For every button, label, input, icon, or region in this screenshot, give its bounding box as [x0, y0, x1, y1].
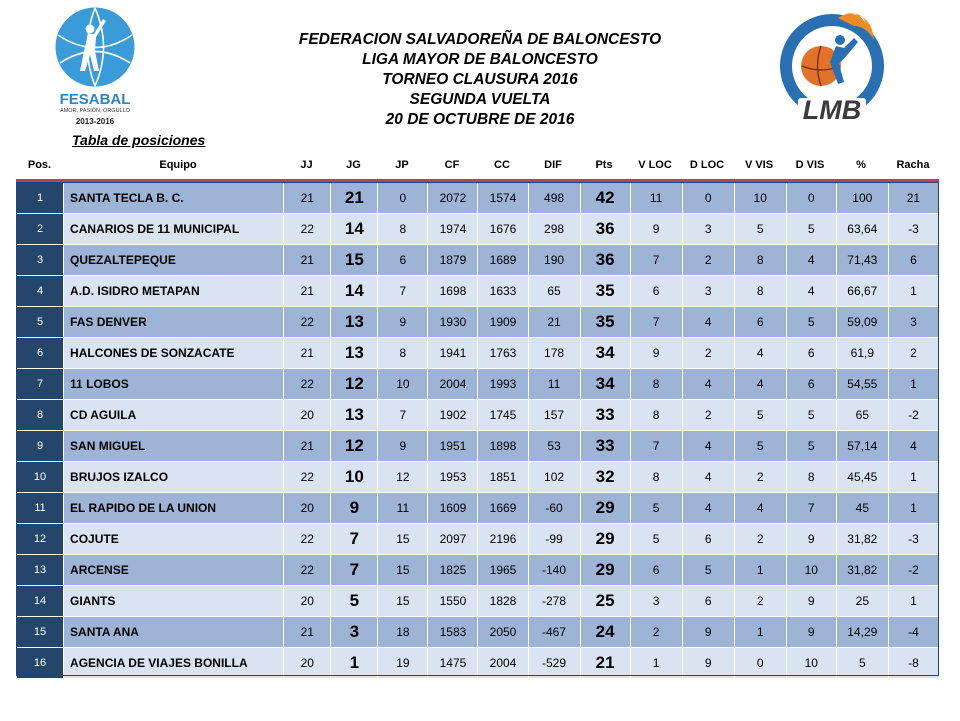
- cell-dvis: 6: [786, 338, 836, 369]
- cell-racha: 1: [888, 493, 938, 524]
- cell-pct: 5: [836, 648, 888, 679]
- cell-cf: 2004: [428, 369, 478, 400]
- table-row: [17, 369, 939, 400]
- cell-dloc: 6: [682, 586, 734, 617]
- cell-vloc: 8: [630, 462, 682, 493]
- cell-jp: 9: [378, 431, 428, 462]
- cell-dif: -140: [528, 555, 580, 586]
- cell-dloc: 6: [682, 524, 734, 555]
- cell-dif: -467: [528, 617, 580, 648]
- cell-racha: -3: [888, 214, 938, 245]
- table-subtitle: Tabla de posiciones: [72, 132, 206, 148]
- cell-jp: 9: [378, 307, 428, 338]
- cell-jj: 20: [284, 648, 331, 679]
- cell-dif: 178: [528, 338, 580, 369]
- cell-pts: 25: [580, 586, 630, 617]
- cell-dloc: 4: [682, 431, 734, 462]
- cell-pct: 61,9: [836, 338, 888, 369]
- table-header-row: [16, 156, 939, 178]
- cell-pos: 16: [17, 648, 64, 679]
- cell-dloc: 2: [682, 245, 734, 276]
- cell-pts: 33: [580, 431, 630, 462]
- cell-pos: 15: [17, 617, 64, 648]
- lmb-name: LMB: [802, 95, 862, 125]
- cell-cc: 2196: [478, 524, 528, 555]
- cell-jp: 6: [378, 245, 428, 276]
- table-row: [17, 431, 939, 462]
- cell-cc: 1745: [478, 400, 528, 431]
- cell-pts: 33: [580, 400, 630, 431]
- cell-pts: 32: [580, 462, 630, 493]
- header-round: SEGUNDA VUELTA: [409, 91, 551, 108]
- cell-jj: 20: [284, 586, 331, 617]
- cell-jp: 12: [378, 462, 428, 493]
- cell-vloc: 5: [630, 524, 682, 555]
- cell-team: COJUTE: [64, 524, 284, 555]
- cell-jg: 14: [331, 276, 378, 307]
- cell-jg: 21: [331, 183, 378, 214]
- col-header-team: Equipo: [159, 159, 197, 171]
- cell-jp: 7: [378, 400, 428, 431]
- cell-cc: 1633: [478, 276, 528, 307]
- cell-vvis: 2: [734, 586, 786, 617]
- cell-jj: 21: [284, 183, 331, 214]
- cell-dvis: 4: [786, 276, 836, 307]
- cell-vvis: 2: [734, 524, 786, 555]
- cell-pct: 66,67: [836, 276, 888, 307]
- cell-jp: 11: [378, 493, 428, 524]
- cell-cc: 1993: [478, 369, 528, 400]
- cell-vvis: 2: [734, 462, 786, 493]
- cell-cf: 1698: [428, 276, 478, 307]
- cell-jp: 19: [378, 648, 428, 679]
- cell-jj: 22: [284, 555, 331, 586]
- header-league: LIGA MAYOR DE BALONCESTO: [362, 51, 598, 68]
- cell-jj: 21: [284, 338, 331, 369]
- cell-pct: 59,09: [836, 307, 888, 338]
- cell-jg: 14: [331, 214, 378, 245]
- cell-dloc: 0: [682, 183, 734, 214]
- table-row: [17, 400, 939, 431]
- cell-cc: 1898: [478, 431, 528, 462]
- cell-pos: 12: [17, 524, 64, 555]
- cell-pos: 9: [17, 431, 64, 462]
- cell-racha: 4: [888, 431, 938, 462]
- header-date: 20 DE OCTUBRE DE 2016: [385, 111, 575, 128]
- cell-dvis: 10: [786, 648, 836, 679]
- cell-dvis: 5: [786, 431, 836, 462]
- cell-pct: 45,45: [836, 462, 888, 493]
- cell-cf: 1951: [428, 431, 478, 462]
- cell-jj: 20: [284, 493, 331, 524]
- cell-pos: 4: [17, 276, 64, 307]
- cell-vloc: 8: [630, 400, 682, 431]
- cell-dloc: 4: [682, 307, 734, 338]
- cell-dvis: 7: [786, 493, 836, 524]
- cell-pts: 42: [580, 183, 630, 214]
- cell-pts: 29: [580, 555, 630, 586]
- cell-jg: 3: [331, 617, 378, 648]
- cell-pct: 63,64: [836, 214, 888, 245]
- cell-pct: 65: [836, 400, 888, 431]
- cell-cc: 1676: [478, 214, 528, 245]
- cell-cf: 2097: [428, 524, 478, 555]
- cell-jp: 8: [378, 338, 428, 369]
- cell-jj: 20: [284, 400, 331, 431]
- cell-pos: 1: [17, 183, 64, 214]
- table-row: [17, 183, 939, 214]
- cell-pts: 35: [580, 276, 630, 307]
- cell-cc: 1669: [478, 493, 528, 524]
- table-row: [17, 586, 939, 617]
- cell-team: SANTA ANA: [64, 617, 284, 648]
- cell-pts: 34: [580, 369, 630, 400]
- cell-pct: 14,29: [836, 617, 888, 648]
- col-header-dif: DIF: [544, 159, 562, 171]
- cell-jj: 22: [284, 369, 331, 400]
- cell-cc: 1909: [478, 307, 528, 338]
- cell-team: EL RAPIDO DE LA UNION: [64, 493, 284, 524]
- cell-racha: 21: [888, 183, 938, 214]
- cell-cc: 1851: [478, 462, 528, 493]
- header-federation: FEDERACION SALVADOREÑA DE BALONCESTO: [298, 31, 662, 48]
- cell-pts: 29: [580, 493, 630, 524]
- cell-cc: 2050: [478, 617, 528, 648]
- cell-vloc: 6: [630, 276, 682, 307]
- cell-vloc: 6: [630, 555, 682, 586]
- table-row: [17, 617, 939, 648]
- cell-dif: 53: [528, 431, 580, 462]
- header-tournament: TORNEO CLAUSURA 2016: [382, 71, 578, 88]
- col-header-vvis: V VIS: [744, 159, 774, 171]
- table-row: [17, 555, 939, 586]
- cell-dif: 65: [528, 276, 580, 307]
- cell-racha: 1: [888, 462, 938, 493]
- cell-dif: 11: [528, 369, 580, 400]
- cell-jp: 10: [378, 369, 428, 400]
- cell-dloc: 3: [682, 214, 734, 245]
- cell-dif: 498: [528, 183, 580, 214]
- cell-dloc: 3: [682, 276, 734, 307]
- cell-dif: -278: [528, 586, 580, 617]
- cell-dvis: 9: [786, 586, 836, 617]
- cell-team: SANTA TECLA B. C.: [64, 183, 284, 214]
- cell-dvis: 0: [786, 183, 836, 214]
- cell-team: GIANTS: [64, 586, 284, 617]
- cell-dvis: 9: [786, 524, 836, 555]
- cell-dif: 102: [528, 462, 580, 493]
- cell-team: A.D. ISIDRO METAPAN: [64, 276, 284, 307]
- col-header-jg: JG: [346, 159, 361, 171]
- cell-vloc: 11: [630, 183, 682, 214]
- cell-pos: 11: [17, 493, 64, 524]
- cell-pos: 8: [17, 400, 64, 431]
- table-row: [17, 493, 939, 524]
- cell-cc: 1828: [478, 586, 528, 617]
- cell-dif: 21: [528, 307, 580, 338]
- col-header-pct: %: [856, 159, 866, 171]
- cell-jp: 15: [378, 586, 428, 617]
- cell-jj: 21: [284, 431, 331, 462]
- cell-dvis: 5: [786, 400, 836, 431]
- cell-cf: 1825: [428, 555, 478, 586]
- col-header-cc: CC: [494, 159, 510, 171]
- cell-jg: 13: [331, 307, 378, 338]
- cell-jg: 7: [331, 555, 378, 586]
- cell-cf: 1475: [428, 648, 478, 679]
- cell-dif: -60: [528, 493, 580, 524]
- cell-jg: 12: [331, 369, 378, 400]
- cell-racha: 2: [888, 338, 938, 369]
- cell-pct: 45: [836, 493, 888, 524]
- fesabal-years: 2013-2016: [75, 117, 115, 126]
- cell-dloc: 9: [682, 648, 734, 679]
- cell-pct: 31,82: [836, 555, 888, 586]
- cell-dloc: 4: [682, 462, 734, 493]
- cell-racha: -3: [888, 524, 938, 555]
- cell-pct: 31,82: [836, 524, 888, 555]
- cell-vloc: 7: [630, 431, 682, 462]
- table-row: [17, 338, 939, 369]
- cell-pts: 34: [580, 338, 630, 369]
- cell-cc: 1574: [478, 183, 528, 214]
- cell-jj: 22: [284, 307, 331, 338]
- cell-racha: 1: [888, 276, 938, 307]
- cell-jj: 21: [284, 245, 331, 276]
- lmb-logo: [776, 6, 888, 130]
- cell-cc: 2004: [478, 648, 528, 679]
- cell-team: FAS DENVER: [64, 307, 284, 338]
- col-header-dvis: D VIS: [795, 159, 825, 171]
- cell-jg: 10: [331, 462, 378, 493]
- cell-cf: 1953: [428, 462, 478, 493]
- cell-team: 11 LOBOS: [64, 369, 284, 400]
- col-header-cf: CF: [444, 159, 460, 171]
- cell-vloc: 9: [630, 214, 682, 245]
- cell-dloc: 9: [682, 617, 734, 648]
- cell-cf: 1609: [428, 493, 478, 524]
- cell-pct: 71,43: [836, 245, 888, 276]
- standings-table: [16, 182, 939, 679]
- cell-jj: 22: [284, 214, 331, 245]
- cell-cf: 1550: [428, 586, 478, 617]
- cell-dif: -99: [528, 524, 580, 555]
- cell-jj: 22: [284, 524, 331, 555]
- cell-vvis: 5: [734, 400, 786, 431]
- cell-team: AGENCIA DE VIAJES BONILLA: [64, 648, 284, 679]
- cell-dvis: 5: [786, 214, 836, 245]
- cell-pts: 29: [580, 524, 630, 555]
- col-header-jp: JP: [395, 159, 409, 171]
- cell-vloc: 3: [630, 586, 682, 617]
- cell-cc: 1689: [478, 245, 528, 276]
- cell-jj: 21: [284, 276, 331, 307]
- cell-cf: 1902: [428, 400, 478, 431]
- cell-dloc: 2: [682, 400, 734, 431]
- col-header-pos: Pos.: [27, 159, 52, 171]
- cell-vvis: 1: [734, 617, 786, 648]
- cell-pct: 100: [836, 183, 888, 214]
- col-header-vloc: V LOC: [638, 159, 672, 171]
- table-row: [17, 214, 939, 245]
- cell-vloc: 7: [630, 245, 682, 276]
- cell-vvis: 8: [734, 276, 786, 307]
- cell-pos: 7: [17, 369, 64, 400]
- cell-vloc: 2: [630, 617, 682, 648]
- cell-dif: 298: [528, 214, 580, 245]
- cell-cf: 1583: [428, 617, 478, 648]
- cell-jg: 9: [331, 493, 378, 524]
- cell-jg: 7: [331, 524, 378, 555]
- cell-pos: 14: [17, 586, 64, 617]
- cell-jg: 15: [331, 245, 378, 276]
- cell-pos: 2: [17, 214, 64, 245]
- cell-pos: 6: [17, 338, 64, 369]
- cell-vvis: 5: [734, 214, 786, 245]
- cell-jp: 18: [378, 617, 428, 648]
- col-header-jj: JJ: [300, 159, 313, 171]
- cell-cf: 1879: [428, 245, 478, 276]
- standings-body: [17, 183, 939, 679]
- cell-dvis: 4: [786, 245, 836, 276]
- cell-pts: 24: [580, 617, 630, 648]
- col-header-pts: Pts: [595, 159, 613, 171]
- cell-vvis: 6: [734, 307, 786, 338]
- cell-racha: -2: [888, 555, 938, 586]
- cell-pos: 10: [17, 462, 64, 493]
- cell-jg: 13: [331, 338, 378, 369]
- cell-pct: 25: [836, 586, 888, 617]
- table-row: [17, 524, 939, 555]
- cell-vvis: 8: [734, 245, 786, 276]
- cell-jg: 12: [331, 431, 378, 462]
- cell-dvis: 10: [786, 555, 836, 586]
- cell-dif: 190: [528, 245, 580, 276]
- cell-dloc: 5: [682, 555, 734, 586]
- cell-dvis: 5: [786, 307, 836, 338]
- table-row: [17, 462, 939, 493]
- cell-pts: 36: [580, 245, 630, 276]
- cell-jp: 8: [378, 214, 428, 245]
- cell-jp: 15: [378, 524, 428, 555]
- cell-pts: 35: [580, 307, 630, 338]
- table-row: [17, 307, 939, 338]
- cell-vloc: 7: [630, 307, 682, 338]
- cell-jg: 1: [331, 648, 378, 679]
- cell-dloc: 4: [682, 369, 734, 400]
- cell-pts: 36: [580, 214, 630, 245]
- cell-cf: 1930: [428, 307, 478, 338]
- table-row: [17, 648, 939, 679]
- cell-jj: 21: [284, 617, 331, 648]
- col-header-dloc: D LOC: [689, 159, 725, 171]
- cell-team: CANARIOS DE 11 MUNICIPAL: [64, 214, 284, 245]
- cell-team: CD AGUILA: [64, 400, 284, 431]
- table-row: [17, 276, 939, 307]
- cell-jj: 22: [284, 462, 331, 493]
- col-header-racha: Racha: [896, 159, 930, 171]
- cell-pct: 54,55: [836, 369, 888, 400]
- cell-team: HALCONES DE SONZACATE: [64, 338, 284, 369]
- fesabal-slogan: AMOR, PASIÓN, ORGULLO: [60, 108, 130, 114]
- cell-team: ARCENSE: [64, 555, 284, 586]
- cell-racha: -8: [888, 648, 938, 679]
- cell-vloc: 8: [630, 369, 682, 400]
- cell-racha: 1: [888, 586, 938, 617]
- cell-vvis: 4: [734, 338, 786, 369]
- cell-dvis: 6: [786, 369, 836, 400]
- cell-racha: -2: [888, 400, 938, 431]
- cell-pos: 13: [17, 555, 64, 586]
- cell-dif: 157: [528, 400, 580, 431]
- cell-cc: 1763: [478, 338, 528, 369]
- cell-vvis: 0: [734, 648, 786, 679]
- cell-cf: 1941: [428, 338, 478, 369]
- cell-pts: 21: [580, 648, 630, 679]
- fesabal-name: FESABAL: [59, 91, 131, 108]
- cell-pos: 3: [17, 245, 64, 276]
- table-row: [17, 245, 939, 276]
- cell-vvis: 1: [734, 555, 786, 586]
- cell-vloc: 5: [630, 493, 682, 524]
- cell-pos: 5: [17, 307, 64, 338]
- cell-racha: 1: [888, 369, 938, 400]
- cell-racha: -4: [888, 617, 938, 648]
- cell-team: QUEZALTEPEQUE: [64, 245, 284, 276]
- cell-team: SAN MIGUEL: [64, 431, 284, 462]
- cell-cf: 2072: [428, 183, 478, 214]
- cell-vvis: 5: [734, 431, 786, 462]
- cell-jg: 13: [331, 400, 378, 431]
- cell-vloc: 1: [630, 648, 682, 679]
- cell-jg: 5: [331, 586, 378, 617]
- cell-vloc: 9: [630, 338, 682, 369]
- cell-dif: -529: [528, 648, 580, 679]
- cell-vvis: 10: [734, 183, 786, 214]
- cell-team: BRUJOS IZALCO: [64, 462, 284, 493]
- cell-jp: 7: [378, 276, 428, 307]
- cell-jp: 15: [378, 555, 428, 586]
- cell-racha: 3: [888, 307, 938, 338]
- cell-dvis: 9: [786, 617, 836, 648]
- cell-cf: 1974: [428, 214, 478, 245]
- cell-racha: 6: [888, 245, 938, 276]
- cell-vvis: 4: [734, 369, 786, 400]
- cell-dvis: 8: [786, 462, 836, 493]
- cell-vvis: 4: [734, 493, 786, 524]
- cell-pct: 57,14: [836, 431, 888, 462]
- cell-cc: 1965: [478, 555, 528, 586]
- cell-jp: 0: [378, 183, 428, 214]
- cell-dloc: 2: [682, 338, 734, 369]
- cell-dloc: 4: [682, 493, 734, 524]
